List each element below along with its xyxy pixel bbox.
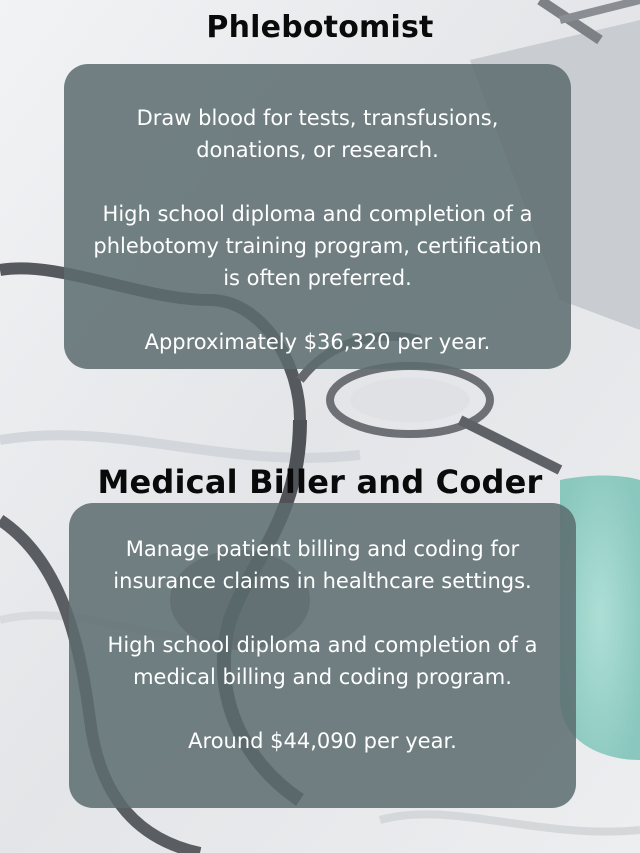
section-title-phlebotomist: Phlebotomist <box>206 10 434 45</box>
medical-biller-salary: Around $44,090 per year. <box>188 729 457 753</box>
medical-biller-education: High school diploma and completion of a medical billing and coding program. <box>107 633 538 689</box>
phlebotomist-education: High school diploma and completion of a phlebotomy training program, certification is often preferred. <box>93 202 542 290</box>
phlebotomist-salary: Approximately $36,320 per year. <box>144 330 491 354</box>
phlebotomist-description: Draw blood for tests, transfusions, donations, or research. <box>136 106 499 162</box>
section-title-medical-biller-coder: Medical Biller and Coder <box>97 463 543 501</box>
phlebotomist-info-card <box>64 64 571 369</box>
medical-biller-info-card <box>69 503 576 808</box>
medical-biller-description: Manage patient billing and coding for insurance claims in healthcare settings. <box>113 537 532 593</box>
